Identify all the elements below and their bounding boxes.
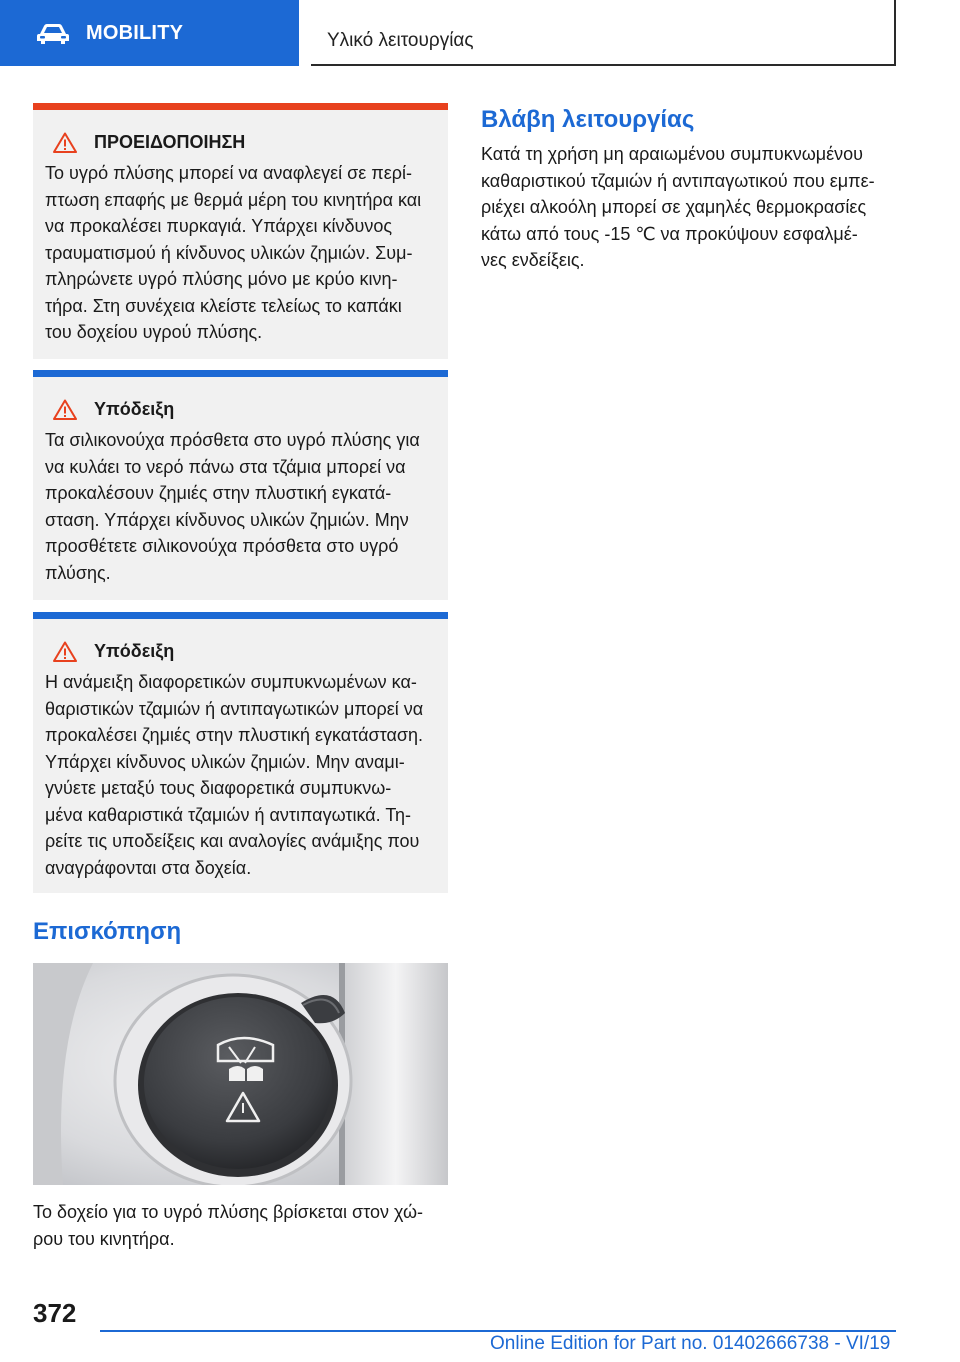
text-line: αναγράφονται στα δοχεία. bbox=[45, 857, 252, 878]
text-line: Υπάρχει κίνδυνος υλικών ζημιών. Μην αναμι- bbox=[45, 751, 405, 772]
notice-box-header bbox=[45, 399, 432, 420]
text-line: του δοχείου υγρού πλύσης. bbox=[45, 322, 263, 342]
warning-triangle-icon bbox=[53, 132, 77, 153]
text-line: προκαλέσουν ζημιές στην πλυστική εγκατά- bbox=[45, 483, 392, 503]
text-line: σταση. Υπάρχει κίνδυνος υλικών ζημιών. Μην bbox=[45, 509, 409, 530]
text-line: να κυλάει το νερό πάνω στα τζάμια μπορεί να bbox=[45, 456, 406, 477]
washer-fluid-reservoir-photo bbox=[33, 963, 448, 1185]
notice-text bbox=[45, 669, 432, 881]
text-line: γνύετε μεταξύ τους διαφορετικά συμπυκνω- bbox=[45, 778, 392, 798]
chapter-tab[interactable] bbox=[311, 0, 896, 66]
text-line: Τα σιλικονούχα πρόσθετα στο υγρό πλύσης για bbox=[45, 430, 420, 450]
page-header bbox=[0, 0, 960, 66]
notice-box-silicone bbox=[33, 370, 448, 600]
text-line: πλύσης. bbox=[45, 562, 111, 583]
text-line: τραυματισμού ή κίνδυνος υλικών ζημιών. Συμ- bbox=[45, 242, 413, 263]
text-line: νες ενδείξεις. bbox=[481, 250, 585, 270]
notice-title: Υπόδειξη bbox=[94, 641, 175, 661]
footer-divider bbox=[100, 1330, 896, 1332]
washer-fluid-cap-icon bbox=[33, 963, 448, 1185]
warning-text bbox=[45, 160, 432, 346]
text-line: να προκαλέσει πυρκαγιά. Υπάρχει κίνδυνος bbox=[45, 216, 393, 236]
text-line: ρου του κινητήρα. bbox=[33, 1228, 175, 1249]
text-line: προσθέτετε σιλικονούχα πρόσθετα στο υγρό bbox=[45, 536, 399, 556]
text-line: πτωση επαφής με θερμά μέρη του κινητήρα και bbox=[45, 189, 422, 210]
warning-box-header bbox=[45, 132, 432, 153]
chapter-label: Υλικό λειτουργίας bbox=[327, 30, 474, 51]
notice-box-header bbox=[45, 641, 432, 662]
text-line: ρείτε τις υποδείξεις και αναλογίες ανάμιξης που bbox=[45, 831, 420, 851]
notice-text bbox=[45, 427, 432, 586]
malfunction-heading: Βλάβη λειτουργίας bbox=[481, 106, 695, 133]
footer-edition: Online Edition for Part no. 01402666738 - VI/19 bbox=[490, 1333, 891, 1354]
text-line: Η ανάμειξη διαφορετικών συμπυκνωμένων κα- bbox=[45, 672, 417, 692]
warning-box bbox=[33, 103, 448, 359]
notice-title: Υπόδειξη bbox=[94, 399, 175, 419]
text-line: καθαριστικού τζαμιών ή αντιπαγωτικού που εμπε- bbox=[481, 170, 875, 191]
notice-triangle-icon bbox=[53, 399, 77, 420]
page-number: 372 bbox=[33, 1298, 77, 1328]
text-line: Κατά τη χρήση μη αραιωμένου συμπυκνωμένου bbox=[481, 144, 864, 164]
overview-heading: Επισκόπηση bbox=[33, 918, 182, 945]
text-line: Το υγρό πλύσης μπορεί να αναφλεγεί σε περί- bbox=[45, 163, 412, 183]
text-line: προκαλέσει ζημιές στην πλυστική εγκατάσταση. bbox=[45, 725, 423, 745]
text-line: Το δοχείο για το υγρό πλύσης βρίσκεται στον χώ- bbox=[33, 1202, 424, 1222]
text-line: πληρώνετε υγρό πλύσης μόνο με κρύο κινη- bbox=[45, 269, 398, 289]
warning-title: ΠΡΟΕΙΔΟΠΟΙΗΣΗ bbox=[94, 132, 246, 152]
photo-caption bbox=[33, 1199, 453, 1252]
section-label: MOBILITY bbox=[86, 21, 184, 44]
text-line: κάτω από τους -15 ℃ να προκύψουν εσφαλμέ- bbox=[481, 223, 858, 244]
text-line: ριέχει αλκοόλη μπορεί σε χαμηλές θερμοκρασίες bbox=[481, 197, 867, 217]
section-tab[interactable] bbox=[0, 0, 299, 66]
car-icon bbox=[36, 21, 70, 45]
text-line: τήρα. Στη συνέχεια κλείστε τελείως το καπάκι bbox=[45, 295, 402, 316]
text-line: μένα καθαριστικά τζαμιών ή αντιπαγωτικά. Τη- bbox=[45, 804, 412, 825]
text-line: θαριστικών τζαμιών ή αντιπαγωτικών μπορεί να bbox=[45, 698, 424, 719]
notice-box-mixing bbox=[33, 612, 448, 893]
notice-triangle-icon bbox=[53, 641, 77, 662]
malfunction-text bbox=[481, 141, 901, 274]
